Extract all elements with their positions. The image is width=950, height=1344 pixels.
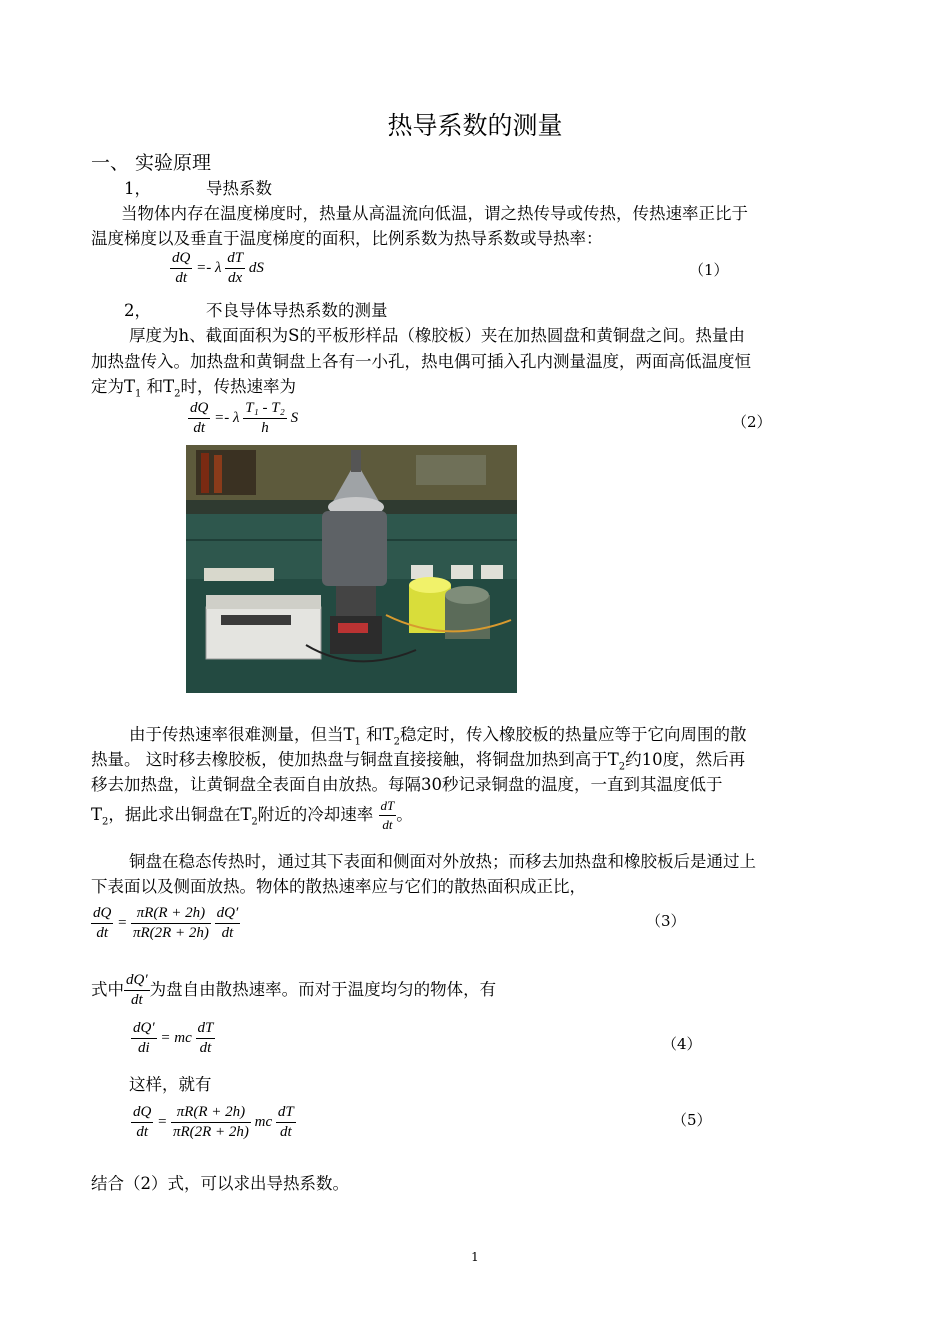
- text-run: 和T: [146, 377, 175, 396]
- text-run: 附近的冷却速率: [257, 805, 374, 824]
- operator: = mc: [160, 1029, 192, 1046]
- equation-4: [131, 1020, 215, 1057]
- text-run: 定为T: [91, 377, 136, 396]
- text-run: 式中: [91, 980, 124, 999]
- inline-fraction: [124, 972, 150, 1009]
- equation-2: [188, 400, 298, 437]
- denominator: dt: [280, 1124, 292, 1140]
- equation-number-1: （1）: [689, 261, 729, 279]
- paragraph-line: 移去加热盘，让黄铜盘全表面自由放热。每隔30秒记录铜盘的温度，一直到其温度低于: [91, 775, 723, 794]
- numerator: dQ′: [124, 972, 150, 991]
- page-number: 1: [471, 1250, 479, 1264]
- paragraph-line: [91, 373, 296, 399]
- subscript: 2: [393, 736, 401, 748]
- equation-number-2: （2）: [732, 413, 772, 431]
- section-heading: 一、 实验原理: [91, 152, 212, 174]
- paragraph-line: [91, 798, 413, 833]
- term: S: [290, 409, 299, 426]
- paragraph-line: 加热盘传入。加热盘和黄铜盘上各有一小孔，热电偶可插入孔内测量温度，两面高低温度恒: [91, 352, 751, 371]
- operator: =- λ: [214, 409, 240, 426]
- text-run: 为盘自由散热速率。而对于温度均匀的物体，有: [149, 980, 497, 999]
- numerator: dT: [379, 798, 397, 816]
- denominator: dt: [199, 1040, 212, 1056]
- numerator: dQ: [131, 1104, 153, 1123]
- equation-number-4: （4）: [662, 1035, 702, 1053]
- page-title: 热导系数的测量: [387, 111, 563, 140]
- denominator: dt: [382, 817, 393, 832]
- numerator: dT: [196, 1020, 216, 1039]
- text-run: 热量。 这时移去橡胶板，使加热盘与铜盘直接接触，将铜盘加热到高于T: [91, 750, 619, 769]
- term: dS: [248, 259, 264, 276]
- denominator: di: [137, 1040, 150, 1056]
- subsection-label-2: 不良导体导热系数的测量: [206, 301, 388, 320]
- paragraph-line: [91, 972, 496, 1009]
- denominator: dt: [221, 925, 234, 941]
- subscript: 2: [174, 388, 181, 400]
- text-run: 约10度，然后再: [625, 750, 746, 769]
- subscript: 2: [102, 816, 109, 828]
- equation-3: [91, 905, 240, 942]
- equation-number-5: （5）: [672, 1111, 712, 1129]
- numerator: dQ: [188, 400, 210, 419]
- numerator: dQ′: [131, 1020, 157, 1039]
- text-run: 和T: [366, 725, 394, 744]
- denominator: πR(2R + 2h): [132, 925, 209, 941]
- subsection-number-1: 1，: [124, 179, 151, 198]
- equation-5: [131, 1104, 296, 1141]
- paragraph-line: 结合（2）式，可以求出导热系数。: [91, 1174, 349, 1193]
- numerator: dT: [225, 250, 245, 269]
- paragraph-line: 温度梯度以及垂直于温度梯度的面积，比例系数为热导系数或导热率：: [91, 229, 603, 248]
- operator: =: [117, 914, 128, 931]
- apparatus-photo: [186, 445, 517, 693]
- numerator: dQ: [91, 905, 113, 924]
- text-run: ，据此求出铜盘在T: [108, 805, 252, 824]
- numerator: dQ′: [215, 905, 241, 924]
- numerator: πR(R + 2h): [171, 1104, 251, 1123]
- numerator: T₁ - T₂: [243, 400, 287, 419]
- paragraph-line: [129, 721, 747, 747]
- subsection-label-1: 导热系数: [206, 179, 272, 198]
- equation-number-3: （3）: [646, 912, 686, 930]
- inline-fraction: [379, 798, 397, 833]
- apparatus-illustration: [186, 445, 517, 693]
- text-run: 时，传热速率为: [180, 377, 297, 396]
- denominator: dt: [130, 992, 143, 1008]
- paragraph-line: 铜盘在稳态传热时，通过其下表面和侧面对外放热；而移去加热盘和橡胶板后是通过上: [129, 852, 756, 871]
- subscript: 1: [135, 388, 142, 400]
- numerator: dT: [276, 1104, 296, 1123]
- denominator: dt: [136, 1124, 148, 1140]
- numerator: πR(R + 2h): [131, 905, 211, 924]
- equation-1: [170, 250, 264, 287]
- denominator: dx: [228, 270, 243, 286]
- paragraph-line: 当物体内存在温度梯度时，热量从高温流向低温，谓之热传导或传热，传热速率正比于: [121, 204, 748, 223]
- denominator: dt: [96, 925, 108, 941]
- subscript: 2: [251, 816, 258, 828]
- operator: =: [157, 1113, 168, 1130]
- text-run: 稳定时，传入橡胶板的热量应等于它向周围的散: [400, 725, 747, 744]
- denominator: dt: [193, 420, 205, 436]
- paragraph-line: 厚度为h、截面面积为S的平板形样品（橡胶板）夹在加热圆盘和黄铜盘之间。热量由: [129, 326, 745, 345]
- denominator: h: [261, 420, 269, 436]
- subscript: 1: [354, 736, 361, 748]
- denominator: πR(2R + 2h): [172, 1124, 249, 1140]
- paragraph-line: [91, 746, 745, 772]
- subsection-number-2: 2，: [124, 301, 151, 320]
- numerator: dQ: [170, 250, 192, 269]
- operator: =- λ: [196, 259, 222, 276]
- paragraph-line: 下表面以及侧面放热。物体的散热速率应与它们的散热面积成正比，: [91, 877, 586, 896]
- subscript: 2: [618, 761, 626, 773]
- text-run: 。: [396, 805, 413, 824]
- text-run: T: [91, 805, 103, 824]
- text-run: 由于传热速率很难测量，但当T: [129, 725, 355, 744]
- denominator: dt: [175, 270, 187, 286]
- term: mc: [254, 1113, 273, 1130]
- paragraph-line: 这样，就有: [129, 1075, 212, 1094]
